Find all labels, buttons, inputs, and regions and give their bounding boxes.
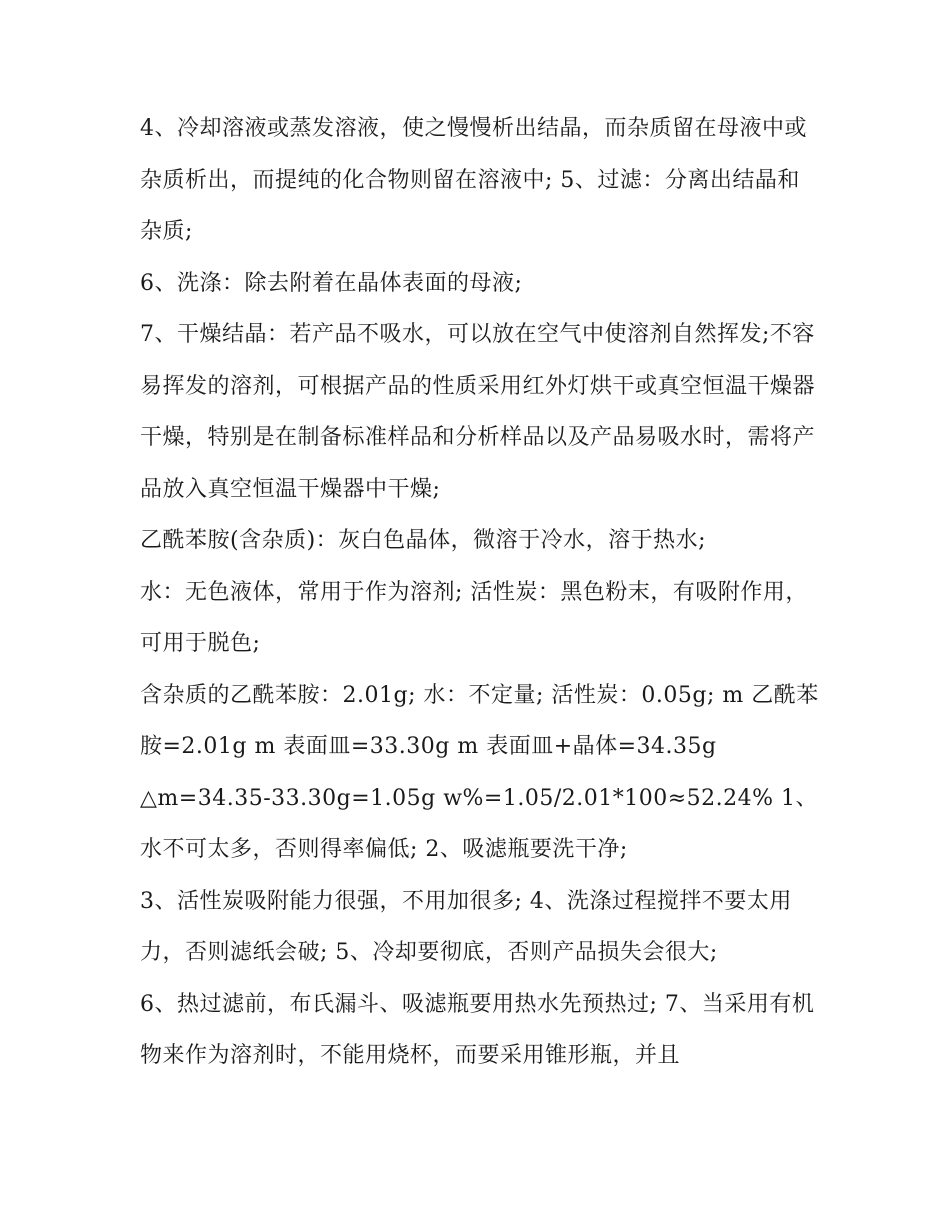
document-body [140,103,820,1082]
paragraph-step-7: 7、干燥结晶：若产品不吸水，可以放在空气中使溶剂自然挥发;不容易挥发的溶剂，可根据产品的性质采用红外灯烘干或真空恒温干燥器干燥，特别是在制备标准样品和分析样品以及产品易吸水时，需将产品放入真空恒温干燥器中干燥; [140,322,816,502]
paragraph-notes-6-7: 6、热过滤前，布氏漏斗、吸滤瓶要用热水先预热过; 7、当采用有机物来作为溶剂时，不能用烧杯，而要采用锥形瓶，并且 [140,991,815,1068]
paragraph-yield-notes: △m=34.35-33.30g=1.05g w%=1.05/2.01*100≈52.24% 1、水不可太多，否则得率偏低; 2、吸滤瓶要洗干净; [140,785,819,862]
paragraph-measurements: 含杂质的乙酰苯胺：2.01g; 水：不定量; 活性炭：0.05g; m 乙酰苯胺=2.01g m 表面皿=33.30g m 表面皿+晶体=34.35g [140,682,819,759]
paragraph-step-4-5: 4、冷却溶液或蒸发溶液，使之慢慢析出结晶，而杂质留在母液中或杂质析出，而提纯的化合物则留在溶液中; 5、过滤：分离出结晶和杂质; [140,116,807,244]
paragraph-step-6: 6、洗涤：除去附着在晶体表面的母液; [140,270,523,296]
paragraph-acetanilide: 乙酰苯胺(含杂质)：灰白色晶体，微溶于冷水，溶于热水; [140,528,707,553]
paragraph-water-carbon: 水：无色液体，常用于作为溶剂; 活性炭：黑色粉末，有吸附作用，可用于脱色; [140,579,808,656]
paragraph-notes-3-5: 3、活性炭吸附能力很强，不用加很多; 4、洗涤过程搅拌不要太用力，否则滤纸会破; 5、冷却要彻底，否则产品损失会很大; [140,888,792,965]
